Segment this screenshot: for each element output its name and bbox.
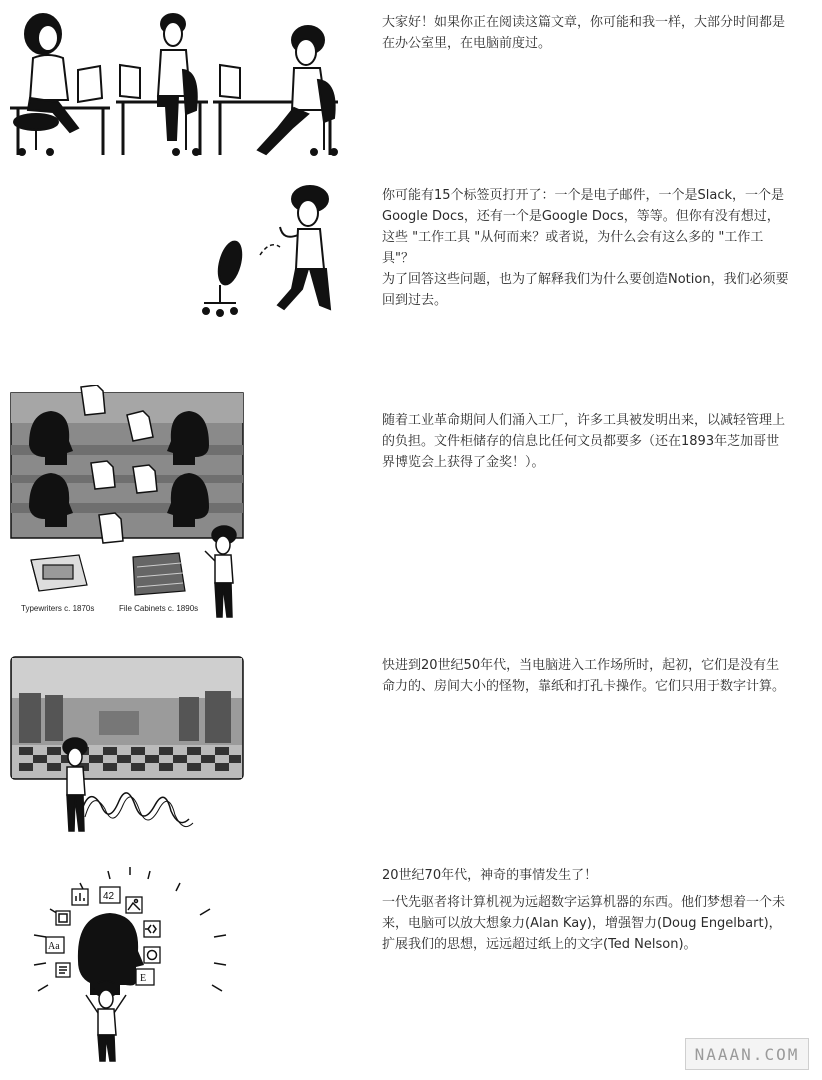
office-workers-illustration [8, 10, 348, 170]
section-4-paragraph-1: 快进到20世纪50年代，当电脑进入工作场所时，起初，它们是没有生命力的、房间大小的怪物，靠纸和打孔卡操作。它们只用于数字计算。 [382, 658, 786, 694]
computer-room-illustration [9, 655, 254, 835]
icon-label-42: 42 [103, 891, 115, 902]
section-2-paragraph-2: 为了回答这些问题，也为了解释我们为什么要创造Notion，我们必须要回到过去。 [382, 272, 789, 308]
section-3-paragraph-1: 随着工业革命期间人们涌入工厂，许多工具被发明出来，以减轻管理上的负担。文件柜储存的信息比任何文员都要多（还在1893年芝加哥世界博览会上获得了金奖！）。 [382, 413, 786, 470]
file-cabinet-sketch [133, 553, 185, 595]
typewriter-caption: Typewriters c. 1870s [21, 604, 95, 613]
pioneer-head-illustration [20, 865, 260, 1065]
office-chair [203, 239, 245, 316]
site-watermark: NAAAN.COM [685, 1038, 809, 1070]
pointing-man [205, 526, 236, 617]
icon-label-aa: Aa [48, 941, 60, 952]
wondering-man [278, 186, 330, 309]
section-4-text [382, 655, 792, 697]
section-5-paragraph-1: 20世纪70年代，神奇的事情发生了！ [382, 868, 598, 883]
section-2-paragraph-1: 你可能有15个标签页打开了：一个是电子邮件，一个是Slack，一个是Google Docs，还有一个是Google Docs，等等。但你有没有想过，这些 "工作工具 "从何而来？或者说，为什么会有这么多的 "工作工具"？ [382, 188, 785, 266]
section-1-text [382, 12, 792, 54]
wondering-man-illustration [8, 185, 348, 325]
compass-icon [144, 947, 160, 963]
factory-collage-illustration [9, 385, 254, 625]
section-1-paragraph-1: 大家好！如果你正在阅读这篇文章，你可能和我一样，大部分时间都是在办公室里，在电脑前度过。 [382, 15, 786, 51]
section-3-text [382, 410, 792, 473]
section-2-text [382, 185, 792, 311]
woman-worker [14, 14, 78, 155]
typewriter-sketch [31, 555, 87, 591]
section-5-text [382, 865, 792, 955]
icon-label-e: E [140, 973, 147, 984]
file-cabinet-caption: File Cabinets c. 1890s [119, 604, 199, 613]
section-5-paragraph-2: 一代先驱者将计算机视为远超数字运算机器的东西。他们梦想着一个未来，电脑可以放大想象力(Alan Kay)，增强智力(Doug Engelbart)，扩展我们的思想，远远超过纸上的文字(Ted Nelson)。 [382, 895, 786, 952]
leaning-man [63, 738, 87, 831]
man-worker-center [158, 14, 199, 155]
checkered-floor [12, 745, 242, 778]
film-icon [56, 911, 70, 925]
man-worker-right [258, 26, 337, 155]
